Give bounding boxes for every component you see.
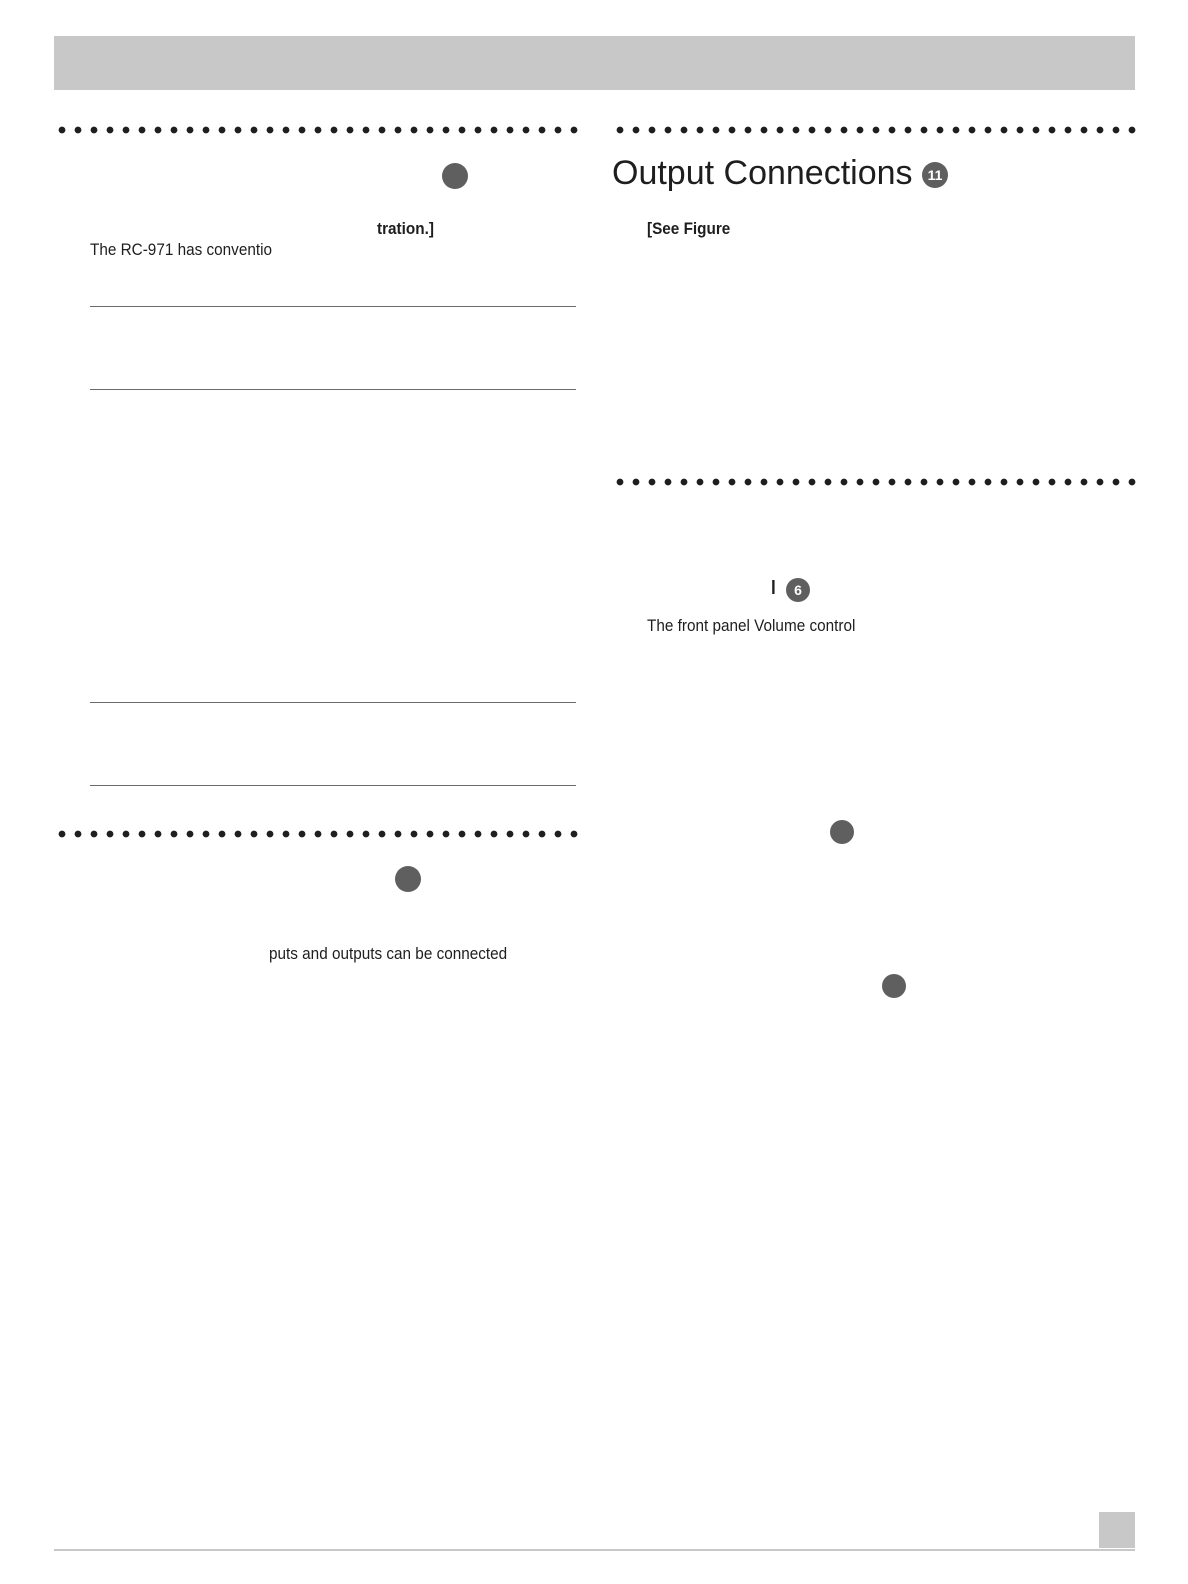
control-bar-glyph: l: [771, 578, 776, 599]
table-rule: [90, 306, 576, 307]
section-bold-fragment: tration.]: [377, 219, 434, 238]
section-divider-dots: [54, 126, 584, 134]
page-number-tab: [1099, 1512, 1135, 1548]
section-marker-icon: [442, 163, 468, 189]
section-body-fragment: puts and outputs can be connected: [269, 944, 508, 963]
section-body-fragment: The RC-971 has conventio: [90, 240, 273, 259]
section-divider-dots: [612, 478, 1140, 486]
header-bar: [54, 36, 1135, 90]
footer-rule: [54, 1549, 1135, 1551]
table-rule: [90, 785, 576, 786]
section-body-fragment: The front panel Volume control: [647, 616, 856, 635]
table-rule: [90, 702, 576, 703]
section-heading: Output Connections: [612, 154, 913, 192]
table-rule: [90, 389, 576, 390]
section-divider-dots: [54, 830, 584, 838]
section-marker-icon: [395, 866, 421, 892]
section-marker-icon: [830, 820, 854, 844]
section-bold-fragment: [See Figure: [647, 219, 731, 238]
section-marker-icon: [882, 974, 906, 998]
section-divider-dots: [612, 126, 1140, 134]
section-marker-icon: 11: [922, 162, 948, 188]
section-marker-icon: 6: [786, 578, 810, 602]
